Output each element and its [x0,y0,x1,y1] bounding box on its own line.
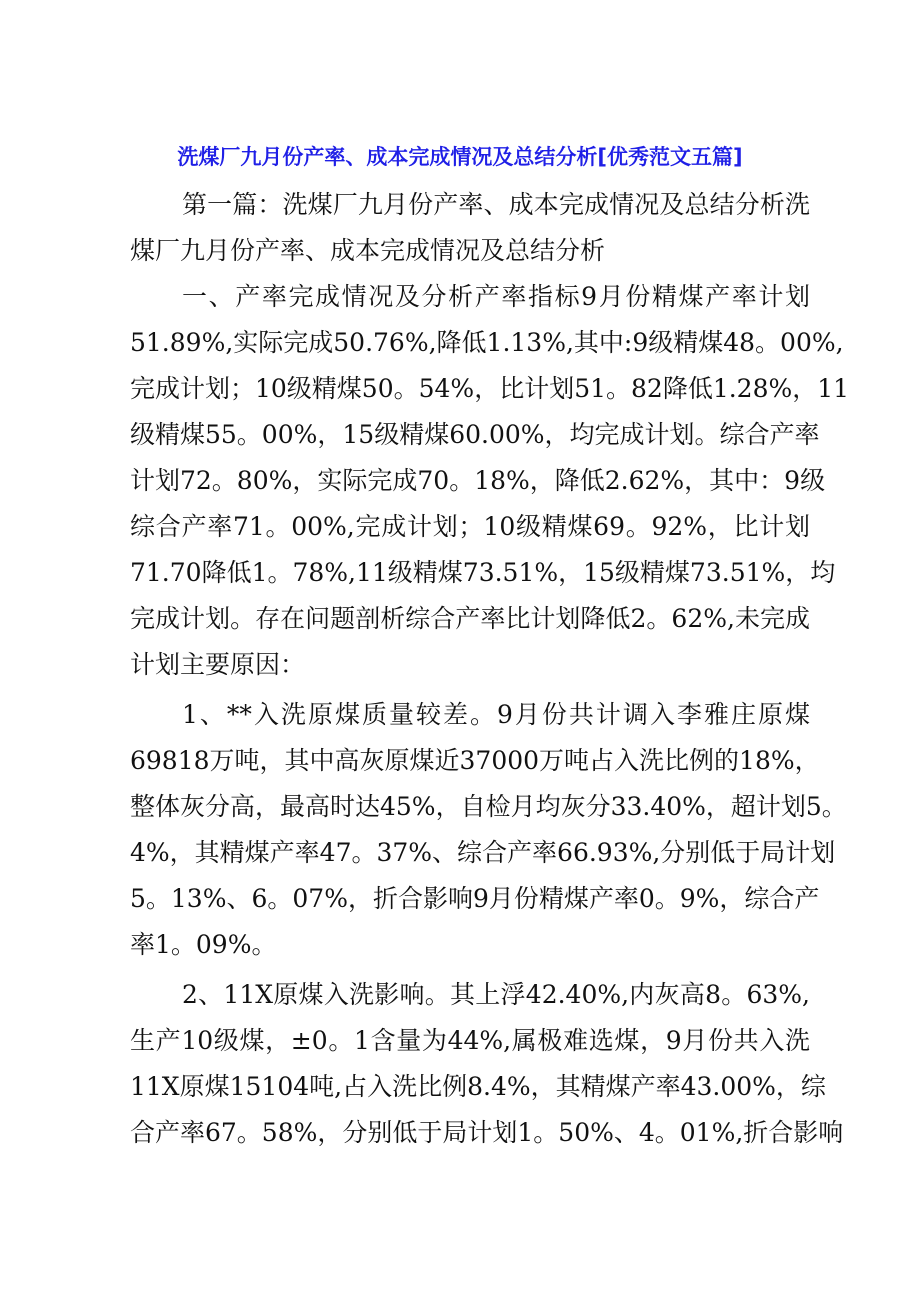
paragraph-2 [130,274,850,688]
text-line: 级精煤55。00%，15级精煤60.00%，均完成计划。综合产率 [130,420,820,449]
text-line: 第一篇：洗煤厂九月份产率、成本完成情况及总结分析洗 [182,190,810,219]
document-body [130,182,850,1156]
text-line: 计划主要原因： [130,650,306,679]
text-line: 5。13%、6。07%，折合影响9月份精煤产率0。9%，综合产 [130,884,820,913]
text-line: 生产10级煤，±0。1含量为44%,属极难选煤，9月份共入洗 [130,1026,810,1055]
text-line: 综合产率71。00%,完成计划；10级精煤69。92%，比计划 [130,512,810,541]
text-line: 51.89%,实际完成50.76%,降低1.13%,其中:9级精煤48。00%, [130,328,844,357]
text-line: 1、**入洗原煤质量较差。9月份共计调入李雅庄原煤 [182,700,810,729]
text-line: 2、11X原煤入洗影响。其上浮42.40%,内灰高8。63%, [182,980,810,1009]
text-line: 计划72。80%，实际完成70。18%，降低2.62%，其中：9级 [130,466,826,495]
text-line: 69818万吨，其中高灰原煤近37000万吨占入洗比例的18%， [130,746,820,775]
text-line: 合产率67。58%，分别低于局计划1。50%、4。01%,折合影响 [130,1118,844,1147]
document-title: 洗煤厂九月份产率、成本完成情况及总结分析[优秀范文五篇] [177,145,743,169]
text-line: 11X原煤15104吨,占入洗比例8.4%，其精煤产率43.00%，综 [130,1072,826,1101]
text-line: 煤厂九月份产率、成本完成情况及总结分析 [130,236,606,265]
text-line: 率1。09%。 [130,930,277,959]
paragraph-3 [130,692,847,968]
paragraph-4 [130,972,844,1156]
text-line: 整体灰分高，最高时达45%，自检月均灰分33.40%，超计划5。 [130,792,847,821]
text-line: 完成计划；10级精煤50。54%，比计划51。82降低1.28%，11 [130,374,850,403]
text-line: 完成计划。存在问题剖析综合产率比计划降低2。62%,未完成 [130,604,810,633]
paragraph-1 [130,182,810,274]
text-line: 71.70降低1。78%,11级精煤73.51%，15级精煤73.51%，均 [130,558,836,587]
text-line: 一、产率完成情况及分析产率指标9月份精煤产率计划 [182,282,810,311]
text-line: 4%，其精煤产率47。37%、综合产率66.93%,分别低于局计划 [130,838,836,867]
